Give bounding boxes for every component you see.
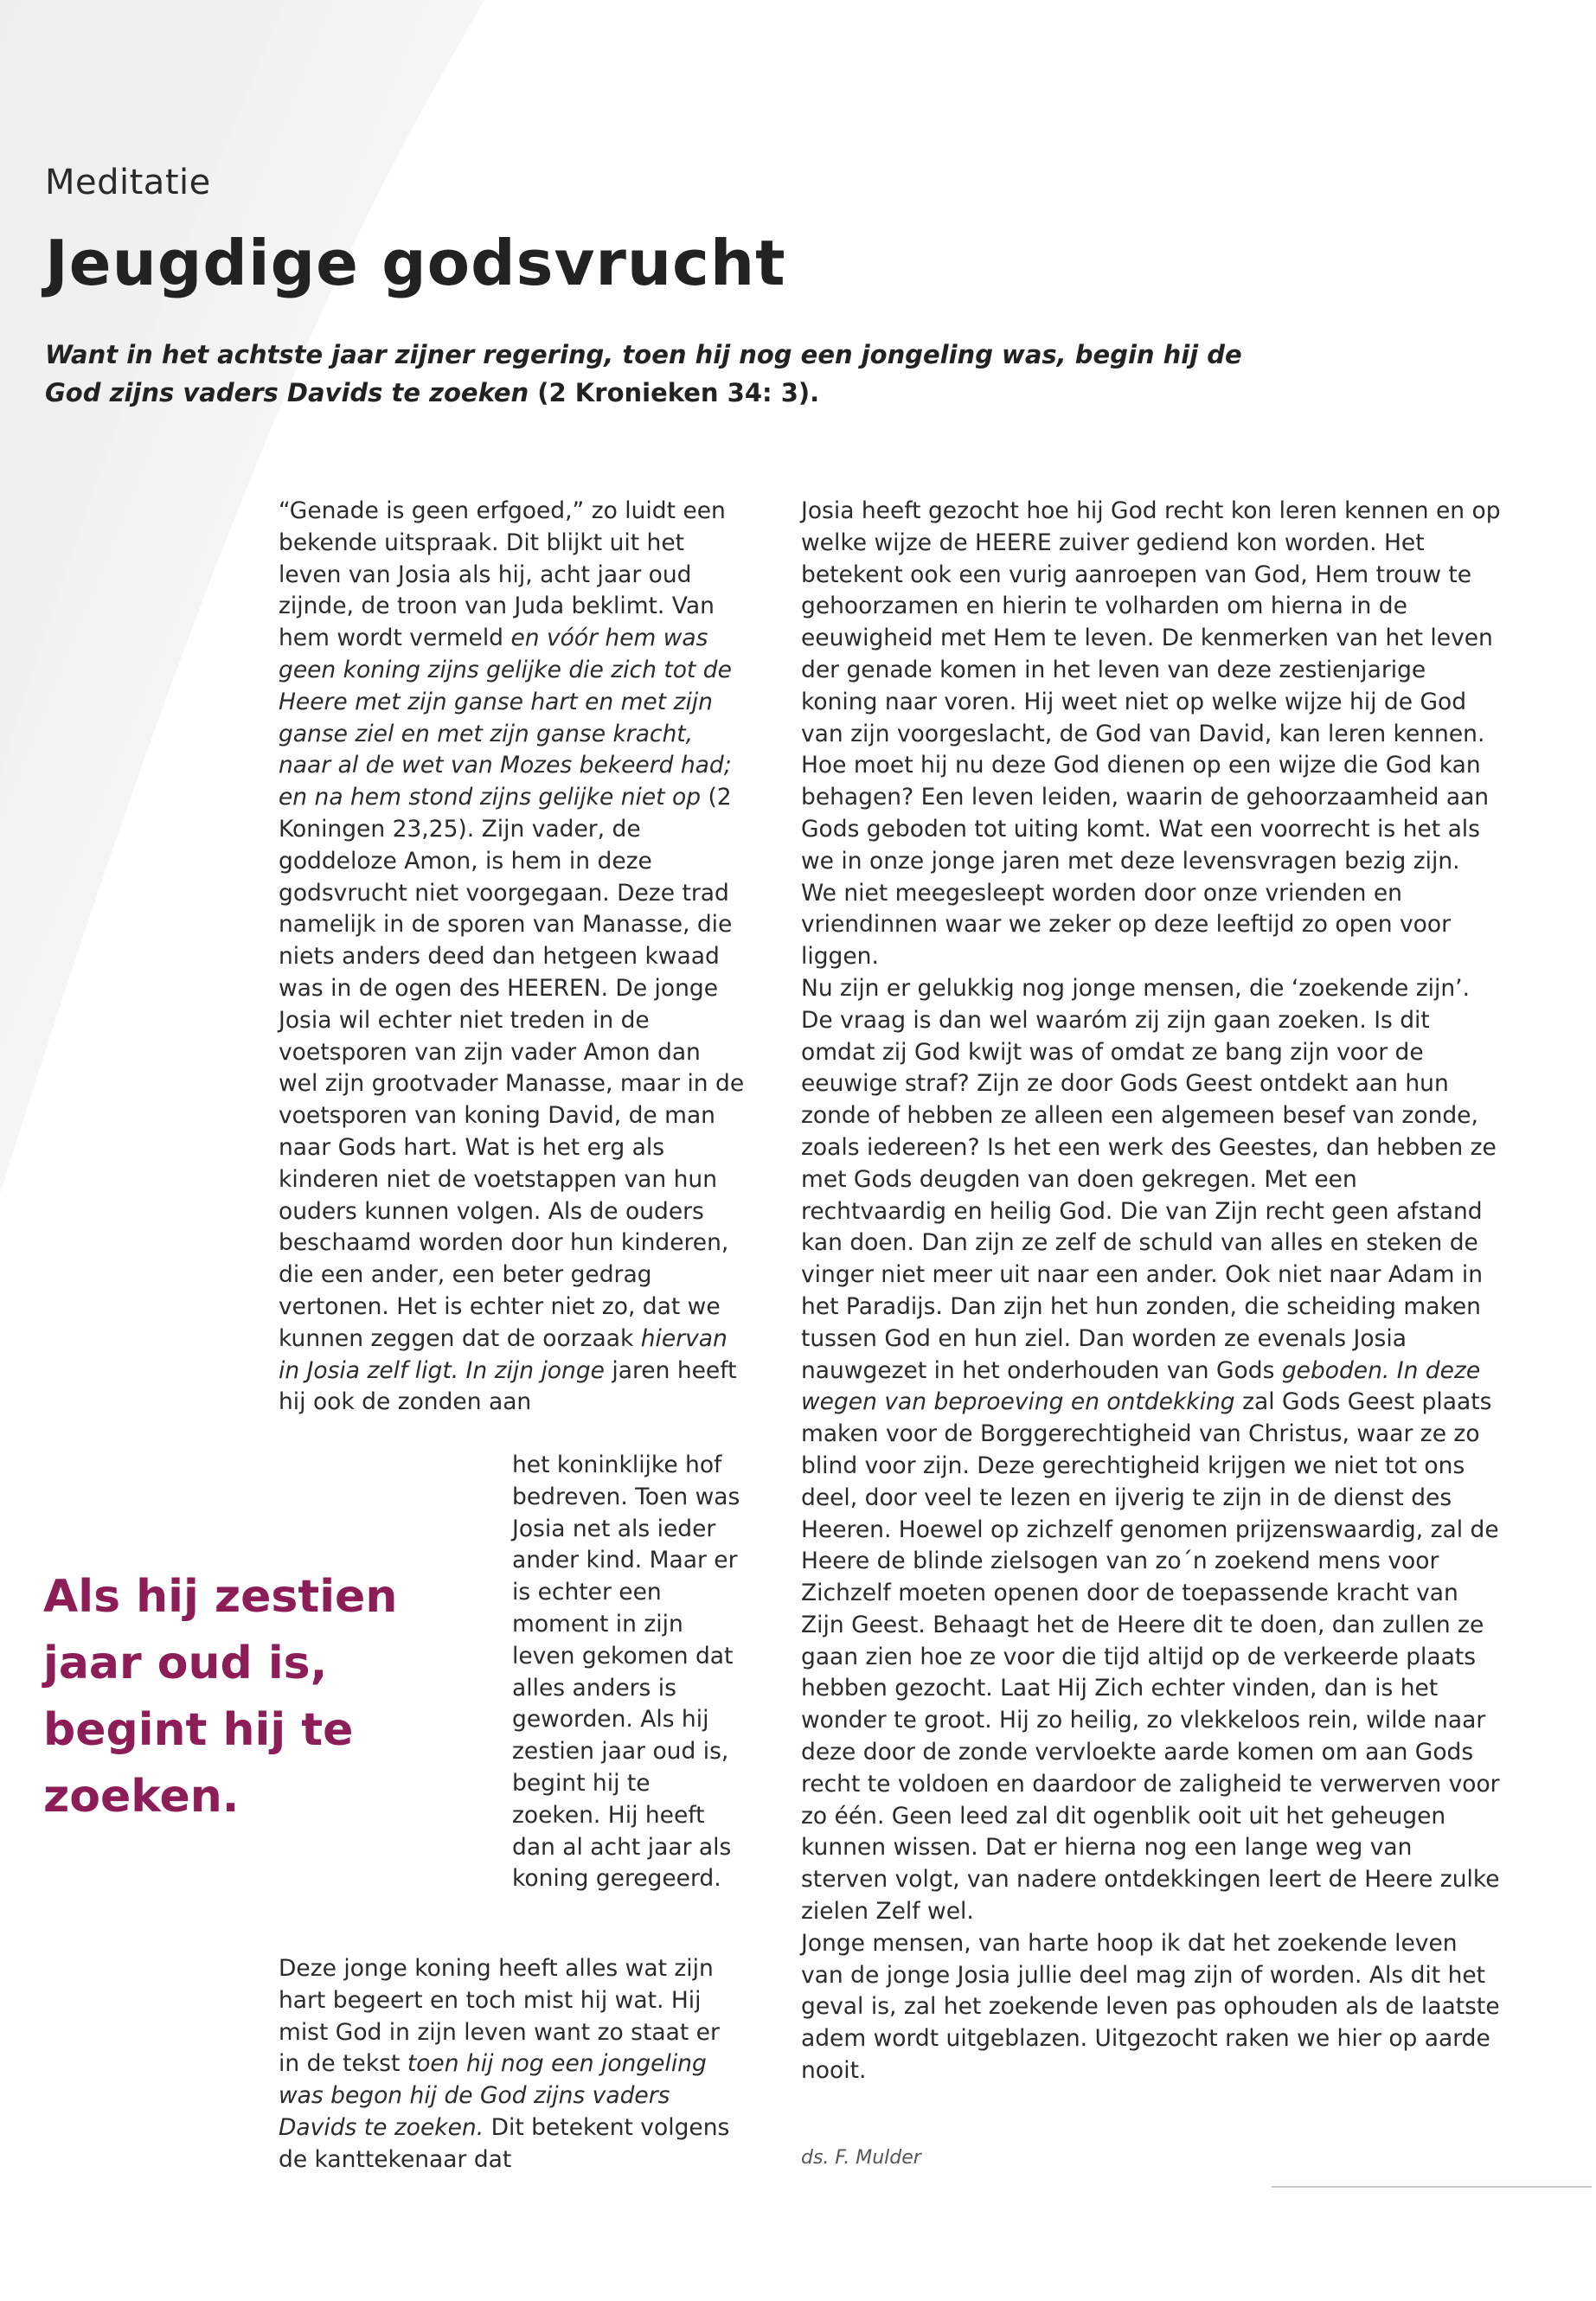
paragraph: Deze jonge koning heeft alles wat zijn hart begeert en toch mist hij wat. Hij mist God in zijn leven want zo staat er in de tekst toen hij nog een jongeling was begon hij de God zijns vaders Davids te zoeken. Dit betekent volgens de kanttekenaar dat [279,1955,730,2173]
paragraph: “Genade is geen erfgoed,” zo luidt een bekende uitspraak. Dit blijkt uit het leven van Josia als hij, acht jaar oud zijnde, de troon van Juda beklimt. Van hem wordt vermeld en vóór hem was geen koning zijns gelijke die zich tot de Heere met zijn ganse hart en met zijn ganse ziel en met zijn ganse kracht, naar al de wet van Mozes bekeerd had; en na hem stond zijns gelijke niet op (2 Koningen 23,25). Zijn vader, de goddeloze Amon, is hem in deze godsvrucht niet voorgegaan. Deze trad namelijk in de sporen van Manasse, die niets anders deed dan hetgeen kwaad was in de ogen des HEEREN. De jonge Josia wil echter niet treden in de voetsporen van zijn vader Amon dan wel zijn grootvader Manasse, maar in de voetsporen van koning David, de man naar Gods hart. Wat is het erg als kinderen niet de voetstappen van hun ouders kunnen volgen. Als de ouders beschaamd worden door hun kinderen, die een ander, een beter gedrag vertonen. Het is echter niet zo, dat we kunnen zeggen dat de oorzaak hiervan in Josia zelf ligt. In zijn jonge jaren heeft hij ook de zonden aan [279,497,745,1416]
article-column-left-bottom [279,1953,746,2176]
paragraph: het koninklijke hof bedreven. Toen was Josia net als ieder ander kind. Maar er is echter een moment in zijn leven gekomen dat alles anders is geworden. Als hij zestien jaar oud is, begint hij te zoeken. Hij heeft dan al acht jaar als koning geregeerd. [512,1452,740,1893]
article-column-left-narrow [512,1450,746,1895]
article-column-left-top [279,496,746,1419]
pull-quote: Als hij zestien jaar oud is, begint hij te zoeken. [43,1571,398,1823]
paragraph: Jonge mensen, van harte hoop ik dat het zoekende leven van de jonge Josia jullie deel mag zijn of worden. Als dit het geval is, zal het zoekende leven pas ophouden als de laatste adem wordt uitgeblazen. Uitgezocht raken we hier op aarde nooit. [801,1929,1500,2085]
article-column-right [801,496,1502,2087]
section-label: Meditatie [45,163,211,202]
paragraph: Nu zijn er gelukkig nog jonge mensen, die ‘zoekende zijn’. De vraag is dan wel waaróm zij zijn gaan zoeken. Is dit omdat zij God kwijt was of omdat ze bang zijn voor de eeuwige straf? Zijn ze door Gods Geest ontdekt aan hun zonde of hebben ze alleen een algemeen besef van zonde, zoals iedereen? Is het een werk des Geestes, dan hebben ze met Gods deugden van doen gekregen. Met een rechtvaardig en heilig God. Die van Zijn recht geen afstand kan doen. Dan zijn ze zelf de schuld van alles en steken de vinger niet meer uit naar een ander. Ook niet naar Adam in het Paradijs. Dan zijn het hun zonden, die scheiding maken tussen God en hun ziel. Dan worden ze evenals Josia nauwgezet in het onderhouden van Gods geboden. In deze wegen van beproeving en ontdekking zal Gods Geest plaats maken voor de Borggerechtigheid van Christus, waar ze zo blind voor zijn. Deze gerechtigheid krijgen we niet tot ons deel, door veel te lezen en ijverig te zijn in de dienst des Heeren. Hoewel op zichzelf genomen prijzenswaardig, zal de Heere de blinde zielsogen van zo´n zoekend mens voor Zichzelf moeten openen door de toepassende kracht van Zijn Geest. Behaagt het de Heere dit te doen, dan zullen ze gaan zien hoe ze voor die tijd altijd op de verkeerde plaats hebben gezocht. Laat Hij Zich echter vinden, dan is het wonder te groot. Hij zo heilig, zo vlekkeloos rein, wilde naar deze door de zonde vervloekte aarde komen om aan Gods recht te voldoen en daardoor de zaligheid te verwerven voor zo één. Geen leed zal dit ogenblik ooit uit het geheugen kunnen wissen. Dat er hierna nog een lange weg van sterven volgt, van nadere ontdekkingen leert de Heere zulke zielen Zelf wel. [801,974,1500,1926]
scripture-verse [45,336,1256,412]
paragraph: Josia heeft gezocht hoe hij God recht kon leren kennen en op welke wijze de HEERE zuiver gediend kon worden. Het betekent ook een vurig aanroepen van God, Hem trouw te gehoorzamen en hierin te volharden om hierna in de eeuwigheid met Hem te leven. De kenmerken van het leven der genade komen in het leven van deze zestienjarige koning naar voren. Hij weet niet op welke wijze hij de God van zijn voorgeslacht, de God van David, kan leren kennen. Hoe moet hij nu deze God dienen op een wijze die God kan behagen? Een leven leiden, waarin de gehoorzaamheid aan Gods geboden tot uiting komt. Wat een voorrecht is het als we in onze jonge jaren met deze levensvragen bezig zijn. We niet meegesleept worden door onze vrienden en vriendinnen waar we zeker op deze leeftijd zo open voor liggen. [801,497,1501,971]
verse-reference: (2 Kronieken 34: 3). [537,378,820,407]
article-title: Jeugdige godsvrucht [45,227,786,299]
verse-text: Want in het achtste jaar zijner regering, toen hij nog een jongeling was, begin hij de God zijns vaders Davids te zoeken [45,340,1242,407]
author-signature: ds. F. Mulder [801,2147,921,2169]
divider-line [1272,2186,1592,2188]
